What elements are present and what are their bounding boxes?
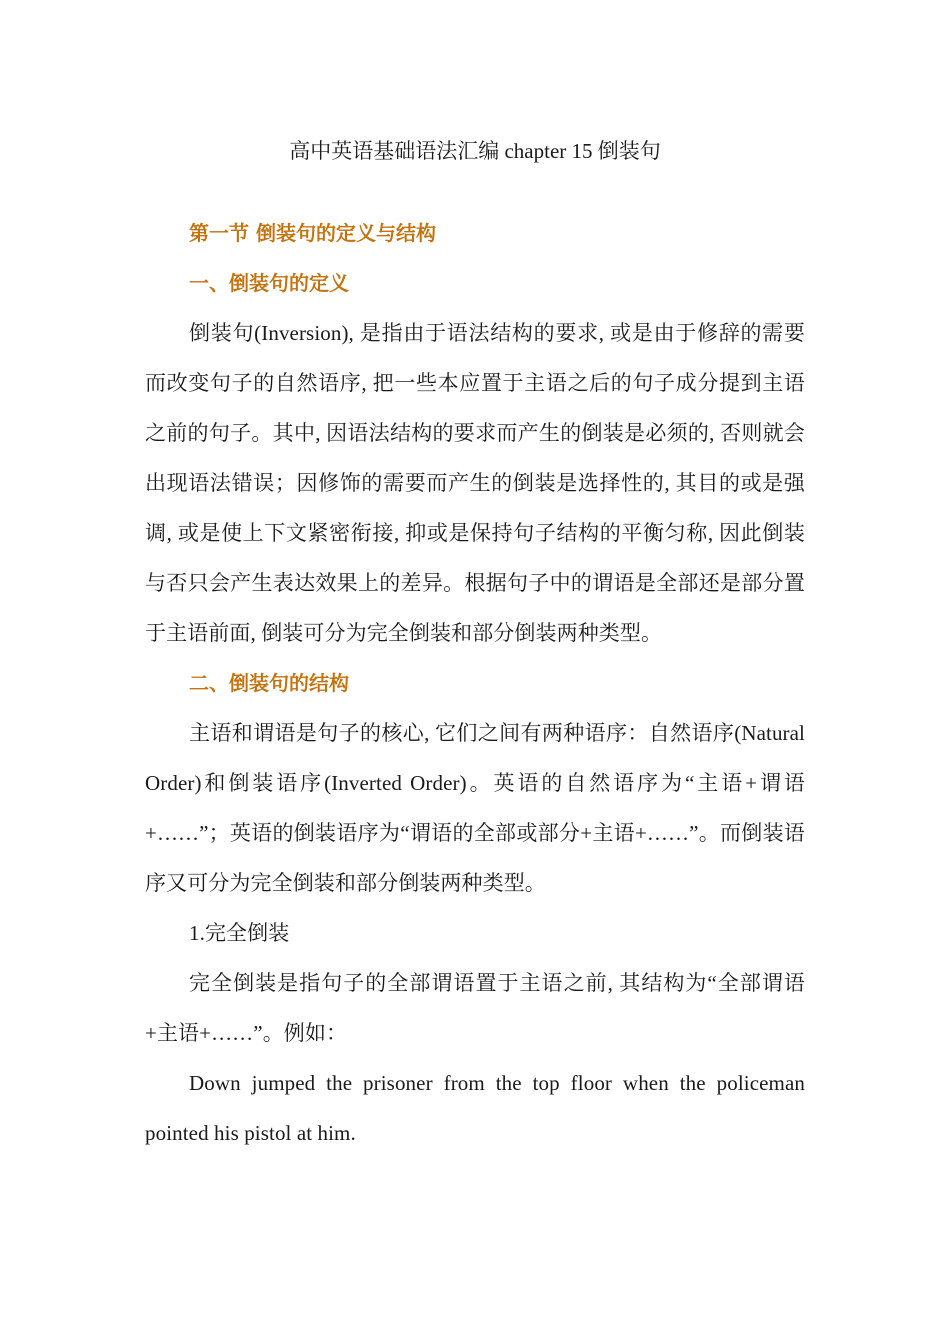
subheading-structure: 二、倒装句的结构 [189,671,349,695]
subheading-definition: 一、倒装句的定义 [189,271,349,295]
paragraph-full-inversion: 完全倒装是指句子的全部谓语置于主语之前, 其结构为“全部谓语+主语+……”。例如： [145,971,805,1045]
paragraph-definition: 倒装句(Inversion), 是指由于语法结构的要求, 或是由于修辞的需要而改变句子的自然语序, 把一些本应置于主语之后的句子成分提到主语之前的句子。其中, 因语法结构的要求而产生的倒装是必须的, 否则就会出现语法错误；因修饰的需要而产生的倒装是选择性的, 其目的或是强调, 或是使上下文紧密衔接, 抑或是保持句子结构的平衡匀称, 因此倒装与否只会产生表达效果上的差异。根据句子中的谓语是全部还是部分置于主语前面, 倒装可分为完全倒装和部分倒装两种类型。 [145,321,805,645]
section-heading: 第一节 倒装句的定义与结构 [189,221,436,245]
paragraph-structure: 主语和谓语是句子的核心, 它们之间有两种语序：自然语序(Natural Order)和倒装语序(Inverted Order)。英语的自然语序为“主语+谓语+……”；英语的倒装语序为“谓语的全部或部分+主语+……”。而倒装语序又可分为完全倒装和部分倒装两种类型。 [145,721,805,895]
document-body [145,208,805,1158]
document-title: 高中英语基础语法汇编 chapter 15 倒装句 [289,139,661,163]
example-sentence: Down jumped the prisoner from the top floor when the policeman pointed his pistol at him. [145,1071,805,1145]
list-item-full-inversion: 1.完全倒装 [189,921,290,945]
